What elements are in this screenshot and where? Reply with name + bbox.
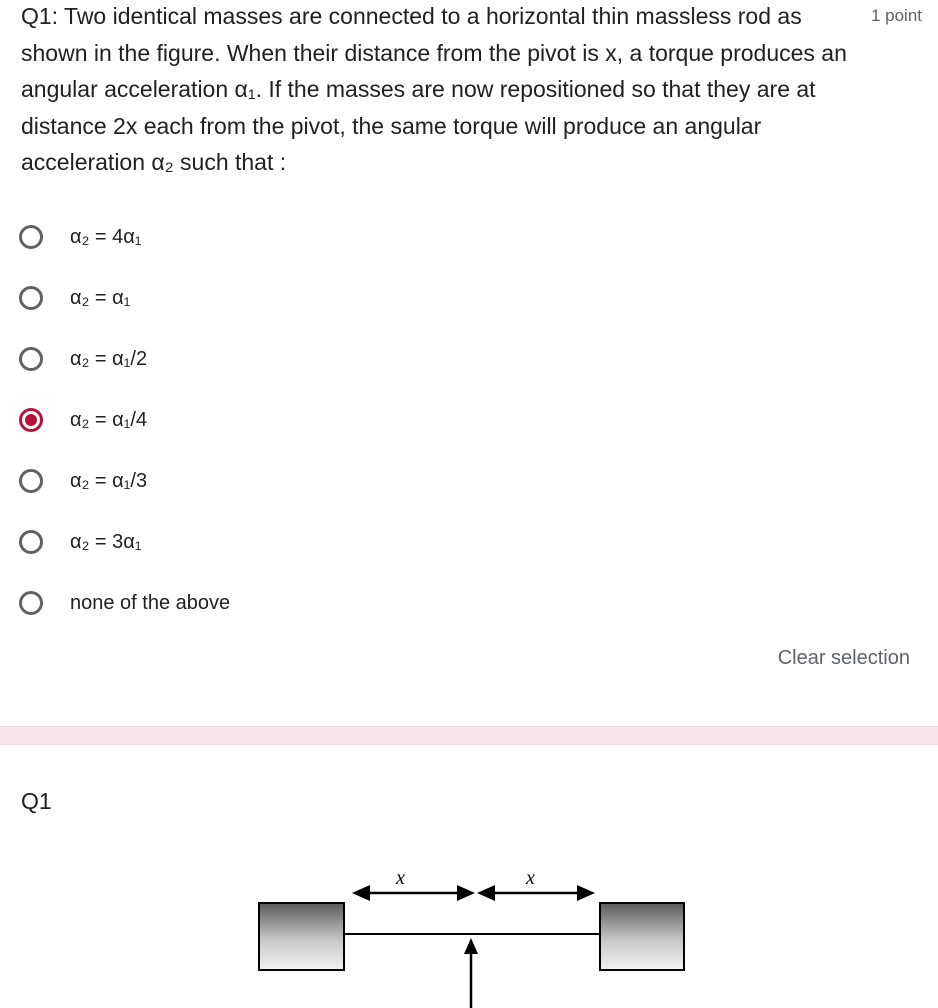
left-distance-label: x <box>396 867 405 889</box>
option-3[interactable] <box>19 400 147 440</box>
option-label: α₂ = α₁/3 <box>70 469 148 492</box>
radio-button-icon[interactable] <box>19 225 43 249</box>
option-1[interactable] <box>19 278 130 318</box>
right-mass <box>600 903 684 970</box>
section-title: Q1 <box>21 788 52 814</box>
right-arrow-head-icon <box>477 885 495 901</box>
question-figure <box>240 858 700 1008</box>
left-arrow-head-icon <box>352 885 370 901</box>
section-divider <box>0 726 938 745</box>
option-label: α₂ = 3α₁ <box>70 530 142 553</box>
left-mass <box>259 903 344 970</box>
option-0[interactable] <box>19 217 142 257</box>
right-distance-label: x <box>526 867 535 889</box>
clear-selection-button[interactable]: Clear selection <box>777 647 910 669</box>
option-label: α₂ = α₁/4 <box>70 408 148 431</box>
left-arrow-head-icon <box>457 885 475 901</box>
option-6[interactable] <box>19 583 230 623</box>
points-badge: 1 point <box>870 6 922 25</box>
option-4[interactable] <box>19 461 147 501</box>
question-text: Q1: Two identical masses are connected to a horizontal thin massless rod as shown in the figure. When their distance from the pivot is x, a torque produces an angular acceleration α₁. If the masses are now repositioned so that they are at distance 2x each from the pivot, the same torque will produce an angular acceleration α₂ such that : <box>21 3 847 176</box>
radio-button-icon[interactable] <box>19 530 43 554</box>
radio-button-icon[interactable] <box>19 591 43 615</box>
option-label: α₂ = 4α₁ <box>70 225 142 248</box>
option-label: α₂ = α₁/2 <box>70 347 148 370</box>
radio-button-icon[interactable] <box>19 408 43 432</box>
option-2[interactable] <box>19 339 147 379</box>
option-label: none of the above <box>70 591 231 614</box>
option-5[interactable] <box>19 522 142 562</box>
right-arrow-head-icon <box>577 885 595 901</box>
radio-button-icon[interactable] <box>19 469 43 493</box>
radio-button-icon[interactable] <box>19 286 43 310</box>
rod-diagram <box>240 858 700 1008</box>
pivot-arrow-head-icon <box>464 938 478 954</box>
option-label: α₂ = α₁ <box>70 286 131 309</box>
radio-button-icon[interactable] <box>19 347 43 371</box>
